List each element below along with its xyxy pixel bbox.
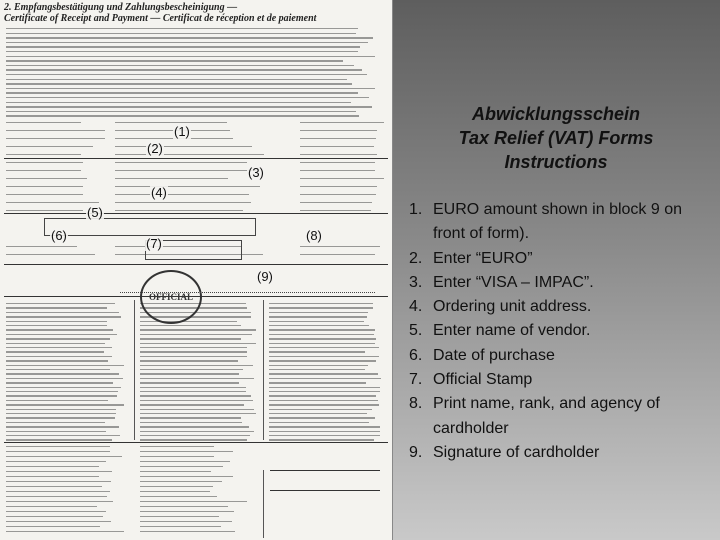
step-item xyxy=(409,247,714,271)
form-text-line xyxy=(140,360,238,361)
callout-4: (4) xyxy=(151,185,167,200)
form-text-line xyxy=(300,246,380,247)
callout-7: (7) xyxy=(146,236,162,251)
form-text-line xyxy=(140,531,235,532)
form-text-line xyxy=(6,369,110,370)
form-text-line xyxy=(140,351,247,352)
step-text: Signature of cardholder xyxy=(433,443,600,461)
form-text-line xyxy=(6,60,343,61)
form-text-line xyxy=(6,102,351,103)
form-text-line xyxy=(269,325,369,326)
form-text-line xyxy=(6,162,83,163)
form-text-line xyxy=(140,347,247,348)
form-text-line xyxy=(6,486,102,487)
form-text-line xyxy=(140,511,234,512)
form-text-line xyxy=(140,325,241,326)
form-text-line xyxy=(6,138,105,139)
form-text-line xyxy=(6,170,81,171)
form-text-line xyxy=(269,413,367,414)
callout-3: (3) xyxy=(248,165,264,180)
form-text-line xyxy=(300,130,377,131)
form-text-line xyxy=(115,154,264,155)
instructions-panel xyxy=(392,0,720,540)
form-text-line xyxy=(269,321,364,322)
form-title-line-1: 2. Empfangsbestätigung und Zahlungsbescheinigung — xyxy=(4,2,238,13)
form-text-line xyxy=(6,122,81,123)
form-text-line xyxy=(300,122,384,123)
heading-line-2: Tax Relief (VAT) Forms xyxy=(458,128,654,148)
form-text-line xyxy=(115,202,251,203)
form-text-line xyxy=(6,338,110,339)
form-text-line xyxy=(269,312,368,313)
form-title xyxy=(4,2,384,24)
step-text: Enter name of vendor. xyxy=(433,322,591,340)
callout-2: (2) xyxy=(147,141,163,156)
step-number: 6. xyxy=(409,346,423,364)
form-column-divider xyxy=(263,300,264,440)
instructions-heading xyxy=(392,102,720,174)
official-stamp xyxy=(140,270,202,324)
step-text: Enter “VISA – IMPAC”. xyxy=(433,273,594,291)
form-rule-line xyxy=(4,264,388,265)
form-text-line xyxy=(140,496,217,497)
form-text-line xyxy=(300,210,371,211)
form-text-line xyxy=(269,307,373,308)
form-text-line xyxy=(6,365,124,366)
form-text-line xyxy=(6,92,358,93)
form-text-line xyxy=(6,28,358,29)
form-text-line xyxy=(140,356,247,357)
form-text-line xyxy=(140,486,213,487)
form-text-line xyxy=(140,400,253,401)
form-text-line xyxy=(6,37,373,38)
form-text-line xyxy=(140,426,249,427)
form-text-line xyxy=(6,521,111,522)
form-text-line xyxy=(140,321,237,322)
callout-8: (8) xyxy=(306,228,322,243)
form-text-line xyxy=(6,506,97,507)
form-text-line xyxy=(140,516,219,517)
form-text-line xyxy=(6,481,111,482)
form-text-line xyxy=(115,170,256,171)
form-text-line xyxy=(6,476,99,477)
instruction-steps xyxy=(409,198,714,465)
step-text: Official Stamp xyxy=(433,371,533,389)
form-text-line xyxy=(6,456,122,457)
form-text-line xyxy=(6,496,107,497)
form-text-line xyxy=(6,511,106,512)
form-text-line xyxy=(300,186,377,187)
form-text-line xyxy=(140,395,251,396)
form-text-line xyxy=(6,178,87,179)
form-text-line xyxy=(269,365,368,366)
form-text-line xyxy=(6,79,347,80)
form-text-line xyxy=(115,146,252,147)
form-text-line xyxy=(300,154,377,155)
form-text-line xyxy=(6,106,372,107)
form-text-line xyxy=(140,343,256,344)
step-number: 4. xyxy=(409,298,423,316)
form-text-line xyxy=(6,51,358,52)
form-text-line xyxy=(115,210,243,211)
form-text-line xyxy=(140,506,228,507)
form-text-line xyxy=(269,347,379,348)
callout-6: (6) xyxy=(51,228,67,243)
form-text-line xyxy=(269,417,375,418)
step-item xyxy=(409,198,714,247)
form-text-line xyxy=(269,422,369,423)
form-text-line xyxy=(269,351,365,352)
form-text-line xyxy=(6,69,362,70)
form-rule-line xyxy=(4,158,388,159)
form-text-line xyxy=(6,360,108,361)
form-text-line xyxy=(6,471,112,472)
form-text-line xyxy=(6,325,107,326)
form-text-line xyxy=(140,382,239,383)
step-text: Ordering unit address. xyxy=(433,298,592,316)
step-number: 2. xyxy=(409,249,423,267)
form-text-line xyxy=(6,351,104,352)
form-text-line xyxy=(6,501,113,502)
step-number: 1. xyxy=(409,201,423,218)
callout-9: (9) xyxy=(257,269,273,284)
form-text-line xyxy=(269,360,376,361)
form-text-line xyxy=(140,369,243,370)
form-text-line xyxy=(300,162,375,163)
form-text-line xyxy=(140,431,254,432)
form-text-line xyxy=(300,194,376,195)
form-text-line xyxy=(140,365,253,366)
form-text-line xyxy=(6,422,105,423)
form-rule-line xyxy=(270,470,380,471)
form-text-line xyxy=(6,435,120,436)
form-text-line xyxy=(269,303,373,304)
form-text-line xyxy=(6,46,360,47)
form-text-line xyxy=(6,516,103,517)
form-text-line xyxy=(269,329,375,330)
form-text-line xyxy=(140,456,214,457)
form-text-line xyxy=(269,395,376,396)
signature-line xyxy=(120,292,375,293)
form-text-line xyxy=(6,65,354,66)
form-rule-line xyxy=(4,442,388,443)
form-text-line xyxy=(140,501,247,502)
form-text-line xyxy=(140,451,233,452)
form-text-line xyxy=(6,531,124,532)
step-item xyxy=(409,344,714,368)
step-item xyxy=(409,271,714,295)
callout-1: (1) xyxy=(174,124,190,139)
form-text-line xyxy=(269,356,379,357)
form-text-line xyxy=(6,303,115,304)
form-text-line xyxy=(140,439,247,440)
form-text-line xyxy=(140,373,239,374)
form-text-line xyxy=(6,400,108,401)
form-text-line xyxy=(269,439,374,440)
form-text-line xyxy=(115,178,228,179)
form-text-line xyxy=(6,356,112,357)
form-text-line xyxy=(6,404,124,405)
form-text-line xyxy=(269,435,380,436)
form-text-line xyxy=(140,409,254,410)
form-text-line xyxy=(6,42,368,43)
form-text-line xyxy=(6,387,121,388)
callout-5: (5) xyxy=(87,205,103,220)
step-text: Print name, rank, and agency of cardholder xyxy=(433,395,660,437)
form-text-line xyxy=(6,417,115,418)
form-text-line xyxy=(6,329,113,330)
form-text-line xyxy=(6,378,123,379)
form-text-line xyxy=(140,378,254,379)
form-text-line xyxy=(6,246,77,247)
step-number: 3. xyxy=(409,273,423,291)
form-text-line xyxy=(140,334,252,335)
form-text-line xyxy=(140,329,256,330)
form-text-line xyxy=(269,409,372,410)
form-text-line xyxy=(269,391,380,392)
form-text-line xyxy=(6,111,356,112)
form-text-line xyxy=(6,321,107,322)
form-text-line xyxy=(300,202,372,203)
form-text-line xyxy=(6,491,110,492)
form-text-line xyxy=(6,312,119,313)
form-text-line xyxy=(269,378,381,379)
step-text: Date of purchase xyxy=(433,346,555,364)
form-text-line xyxy=(140,491,210,492)
form-text-line xyxy=(6,56,375,57)
step-text: EURO amount shown in block 9 on front of form). xyxy=(433,201,683,243)
form-text-line xyxy=(6,439,112,440)
form-text-line xyxy=(140,446,214,447)
form-text-line xyxy=(6,307,107,308)
form-text-line xyxy=(140,471,211,472)
step-number: 9. xyxy=(409,443,423,461)
form-text-line xyxy=(140,461,230,462)
step-number: 5. xyxy=(409,322,423,340)
form-text-line xyxy=(6,154,81,155)
form-text-line xyxy=(269,431,380,432)
heading-line-1: Abwicklungsschein xyxy=(471,104,641,124)
step-item xyxy=(409,295,714,319)
form-text-line xyxy=(6,115,359,116)
form-column-divider xyxy=(263,470,264,538)
form-text-line xyxy=(6,97,369,98)
form-text-line xyxy=(140,526,221,527)
form-text-line xyxy=(6,254,95,255)
form-text-line xyxy=(6,395,117,396)
step-number: 7. xyxy=(409,371,423,389)
form-text-line xyxy=(6,409,116,410)
form-text-line xyxy=(6,74,367,75)
form-text-line xyxy=(6,33,356,34)
form-text-line xyxy=(6,431,106,432)
form-text-line xyxy=(6,373,119,374)
form-text-line xyxy=(6,466,99,467)
form-text-line xyxy=(140,391,246,392)
form-text-line xyxy=(269,334,374,335)
form-text-line xyxy=(6,130,105,131)
form-text-line xyxy=(6,426,119,427)
form-text-line xyxy=(140,417,241,418)
form-text-line xyxy=(115,186,260,187)
form-text-line xyxy=(6,202,99,203)
form-text-line xyxy=(6,146,93,147)
form-text-line xyxy=(140,481,222,482)
form-text-line xyxy=(269,343,375,344)
form-text-line xyxy=(269,382,366,383)
form-text-line xyxy=(300,170,375,171)
form-text-line xyxy=(6,446,110,447)
stamp-label: OFFICIAL xyxy=(148,292,193,302)
form-column-divider xyxy=(134,300,135,440)
form-text-line xyxy=(6,210,83,211)
form-text-line xyxy=(300,254,375,255)
form-text-line xyxy=(269,373,378,374)
form-text-line xyxy=(6,194,83,195)
form-text-line xyxy=(269,316,367,317)
form-text-line xyxy=(140,466,223,467)
form-title-line-2: Certificate of Receipt and Payment — Certificat de réception et de paiement xyxy=(4,13,317,24)
form-text-line xyxy=(140,521,232,522)
form-text-line xyxy=(140,422,242,423)
form-text-line xyxy=(6,413,116,414)
form-text-line xyxy=(140,413,256,414)
form-text-line xyxy=(115,194,249,195)
step-number: 8. xyxy=(409,395,423,413)
form-text-line xyxy=(140,387,246,388)
form-text-line xyxy=(6,186,83,187)
form-text-line xyxy=(140,338,241,339)
form-text-line xyxy=(300,146,374,147)
form-text-line xyxy=(300,178,384,179)
form-text-line xyxy=(6,347,112,348)
form-text-line xyxy=(6,526,100,527)
form-text-line xyxy=(269,400,378,401)
form-text-line xyxy=(6,382,113,383)
form-text-line xyxy=(6,343,105,344)
heading-line-3: Instructions xyxy=(504,152,608,172)
step-item xyxy=(409,368,714,392)
form-text-line xyxy=(6,316,121,317)
form-text-line xyxy=(269,404,379,405)
form-text-line xyxy=(140,404,244,405)
form-text-line xyxy=(140,476,233,477)
form-text-line xyxy=(269,387,380,388)
form-text-line xyxy=(140,435,250,436)
step-text: Enter “EURO” xyxy=(433,249,533,267)
form-rule-line xyxy=(4,213,388,214)
form-text-line xyxy=(115,162,247,163)
step-item xyxy=(409,319,714,343)
form-text-line xyxy=(269,426,380,427)
form-text-line xyxy=(6,334,117,335)
form-text-line xyxy=(6,83,352,84)
form-text-line xyxy=(6,451,110,452)
form-text-line xyxy=(269,338,376,339)
form-text-line xyxy=(6,461,106,462)
form-text-line xyxy=(6,88,375,89)
form-field-box xyxy=(44,218,256,236)
form-rule-line xyxy=(270,490,380,491)
step-item xyxy=(409,441,714,465)
form-text-line xyxy=(300,138,376,139)
step-item xyxy=(409,392,714,441)
form-text-line xyxy=(115,122,227,123)
form-text-line xyxy=(6,391,118,392)
form-text-line xyxy=(269,369,365,370)
